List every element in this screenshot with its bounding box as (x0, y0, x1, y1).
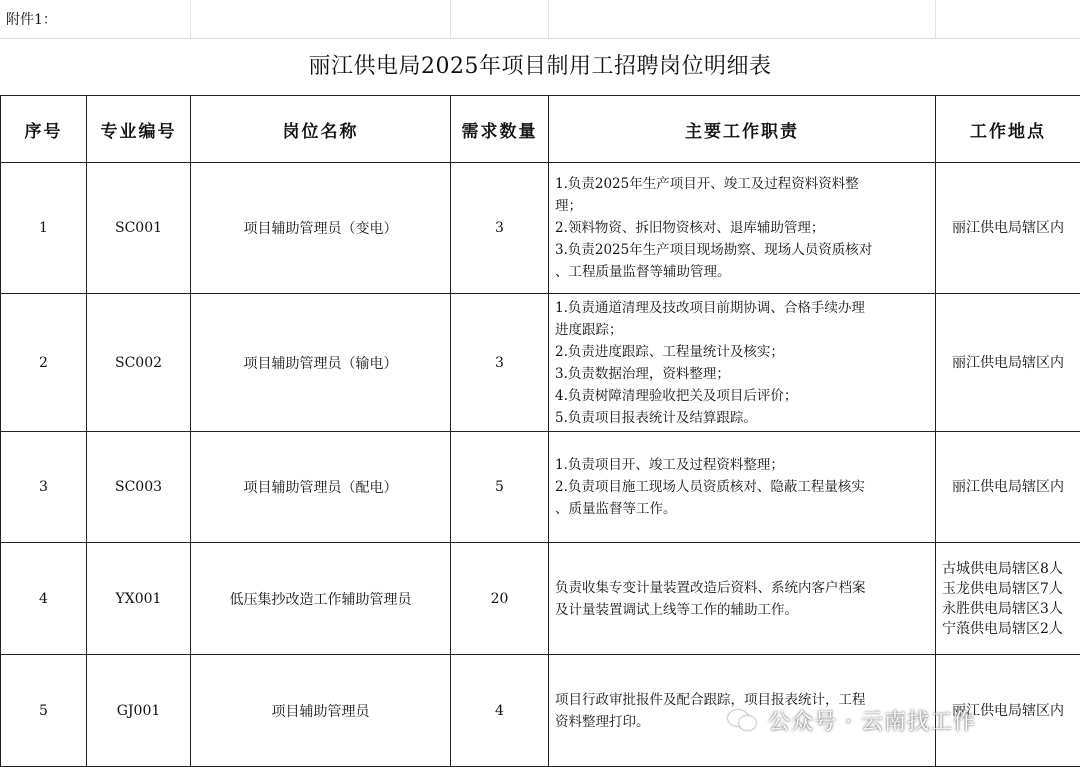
duty-line: 2.领料物资、拆旧物资核对、退库辅助管理； (555, 217, 929, 239)
location-line: 丽江供电局辖区内 (936, 218, 1080, 238)
location-line: 丽江供电局辖区内 (936, 477, 1080, 497)
page-title: 丽江供电局2025年项目制用工招聘岗位明细表 (0, 38, 1080, 95)
watermark-text: 公众号 · 云南找工作 (768, 705, 976, 736)
cell-position: 低压集抄改造工作辅助管理员 (191, 543, 451, 655)
duty-line: 1.负责2025年生产项目开、竣工及过程资料资料整 (555, 173, 929, 195)
duty-line: 理； (555, 195, 929, 217)
col-header-duties: 主要工作职责 (549, 96, 936, 163)
duty-line: 3.负责2025年生产项目现场勘察、现场人员资质核对 (555, 239, 929, 261)
location-line: 丽江供电局辖区内 (936, 701, 1080, 721)
duty-line: 1.负责项目开、竣工及过程资料整理； (555, 454, 929, 476)
cell-count: 3 (451, 294, 549, 432)
duty-line: 5.负责项目报表统计及结算跟踪。 (555, 407, 929, 429)
location-line: 丽江供电局辖区内 (936, 353, 1080, 373)
cell-code: SC002 (87, 294, 191, 432)
cell-duties (549, 163, 936, 294)
table-row (1, 163, 1080, 294)
location-line: 玉龙供电局辖区7人 (942, 579, 1080, 599)
col-header-position: 岗位名称 (191, 96, 451, 163)
attachment-label: 附件1： (6, 9, 57, 29)
cell-code: YX001 (87, 543, 191, 655)
cell-duties (549, 432, 936, 543)
cell-count: 5 (451, 432, 549, 543)
job-table (0, 95, 1080, 767)
cell-count: 4 (451, 655, 549, 767)
attachment-row (0, 0, 1080, 39)
cell-count: 3 (451, 163, 549, 294)
table-row (1, 432, 1080, 543)
cell-code: SC003 (87, 432, 191, 543)
cell-position: 项目辅助管理员（变电） (191, 163, 451, 294)
cell-location (936, 163, 1080, 294)
cell-no: 4 (1, 543, 87, 655)
duty-line: 、工程质量监督等辅助管理。 (555, 261, 929, 283)
cell-code: SC001 (87, 163, 191, 294)
cell-no: 1 (1, 163, 87, 294)
duty-line: 2.负责项目施工现场人员资质核对、隐蔽工程量核实 (555, 476, 929, 498)
duty-line: 4.负责树障清理验收把关及项目后评价； (555, 385, 929, 407)
cell-position: 项目辅助管理员（配电） (191, 432, 451, 543)
table-row (1, 294, 1080, 432)
duty-line: 1.负责通道清理及技改项目前期协调、合格手续办理 (555, 297, 929, 319)
header-row (1, 96, 1080, 163)
duty-line: 负责收集专变计量装置改造后资料、系统内客户档案 (555, 577, 929, 599)
cell-location (936, 432, 1080, 543)
col-header-code: 专业编号 (87, 96, 191, 163)
col-header-location: 工作地点 (936, 96, 1080, 163)
table-row (1, 543, 1080, 655)
cell-duties (549, 543, 936, 655)
duty-line: 资料整理打印。 (555, 711, 929, 733)
wechat-icon (728, 708, 758, 732)
watermark (728, 700, 976, 740)
cell-code: GJ001 (87, 655, 191, 767)
col-header-count: 需求数量 (451, 96, 549, 163)
cell-location (936, 543, 1080, 655)
cell-position: 项目辅助管理员 (191, 655, 451, 767)
location-line: 宁蒗供电局辖区2人 (942, 619, 1080, 639)
duty-line: 及计量装置调试上线等工作的辅助工作。 (555, 599, 929, 621)
cell-position: 项目辅助管理员（输电） (191, 294, 451, 432)
location-line: 永胜供电局辖区3人 (942, 599, 1080, 619)
cell-no: 2 (1, 294, 87, 432)
location-line: 古城供电局辖区8人 (942, 559, 1080, 579)
cell-location (936, 294, 1080, 432)
cell-no: 3 (1, 432, 87, 543)
cell-no: 5 (1, 655, 87, 767)
duty-line: 项目行政审批报件及配合跟踪，项目报表统计，工程 (555, 689, 929, 711)
title-row (0, 38, 1080, 96)
duty-line: 3.负责数据治理，资料整理； (555, 363, 929, 385)
cell-count: 20 (451, 543, 549, 655)
col-header-no: 序号 (1, 96, 87, 163)
duty-line: 2.负责进度跟踪、工程量统计及核实； (555, 341, 929, 363)
duty-line: 进度跟踪； (555, 319, 929, 341)
cell-duties (549, 294, 936, 432)
duty-line: 、质量监督等工作。 (555, 498, 929, 520)
